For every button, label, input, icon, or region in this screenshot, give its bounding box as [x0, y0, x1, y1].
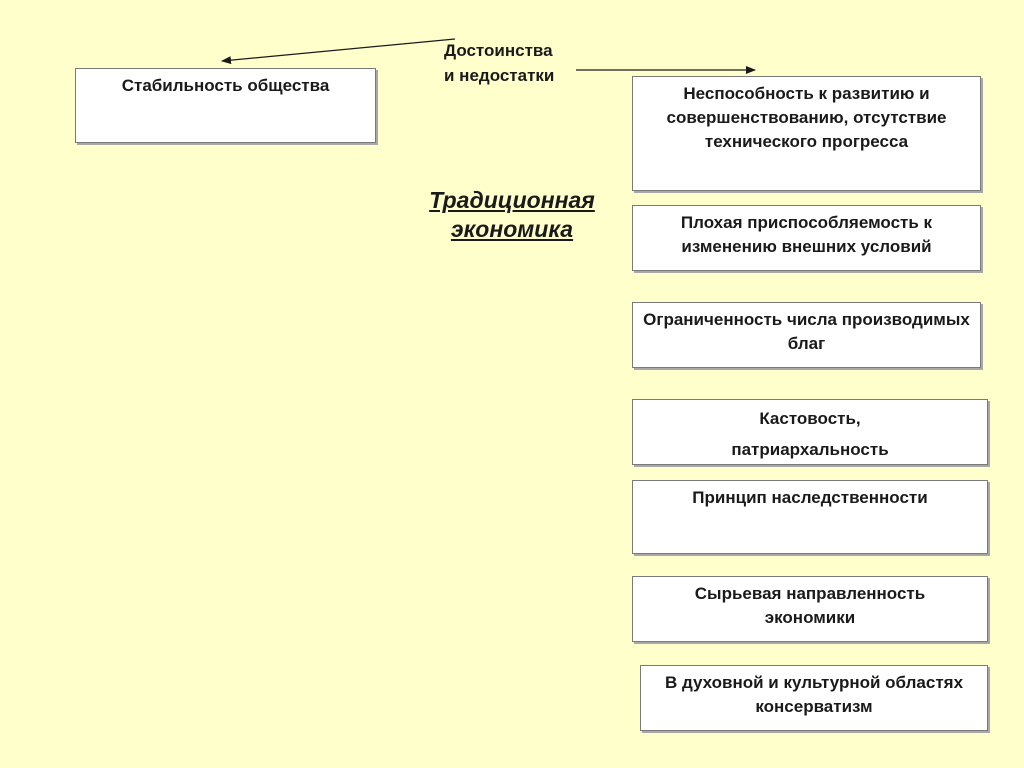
- disadvantage-box-conservatism: В духовной и культурной областях консерватизм: [640, 665, 988, 731]
- arrow-to-advantages: [222, 39, 455, 61]
- disadvantage-box-heredity: Принцип наследственности: [632, 480, 988, 554]
- heading-advantages-disadvantages: Достоинства и недостатки: [444, 41, 555, 85]
- diagram-title-text: Традиционная экономика: [429, 187, 595, 242]
- disadvantage-box-raw-materials: Сырьевая направленность экономики: [632, 576, 988, 642]
- disadvantage-box-caste: Кастовость, патриархальность: [632, 399, 988, 465]
- advantage-box-stability: Стабильность общества: [75, 68, 376, 143]
- disadvantage-box-no-development: Неспособность к развитию и совершенствованию, отсутствие технического прогресса: [632, 76, 981, 191]
- disadvantage-box-poor-adaptability: Плохая приспособляемость к изменению внешних условий: [632, 205, 981, 271]
- diagram-title: [410, 186, 614, 244]
- disadvantage-box-limited-goods: Ограниченность числа производимых благ: [632, 302, 981, 368]
